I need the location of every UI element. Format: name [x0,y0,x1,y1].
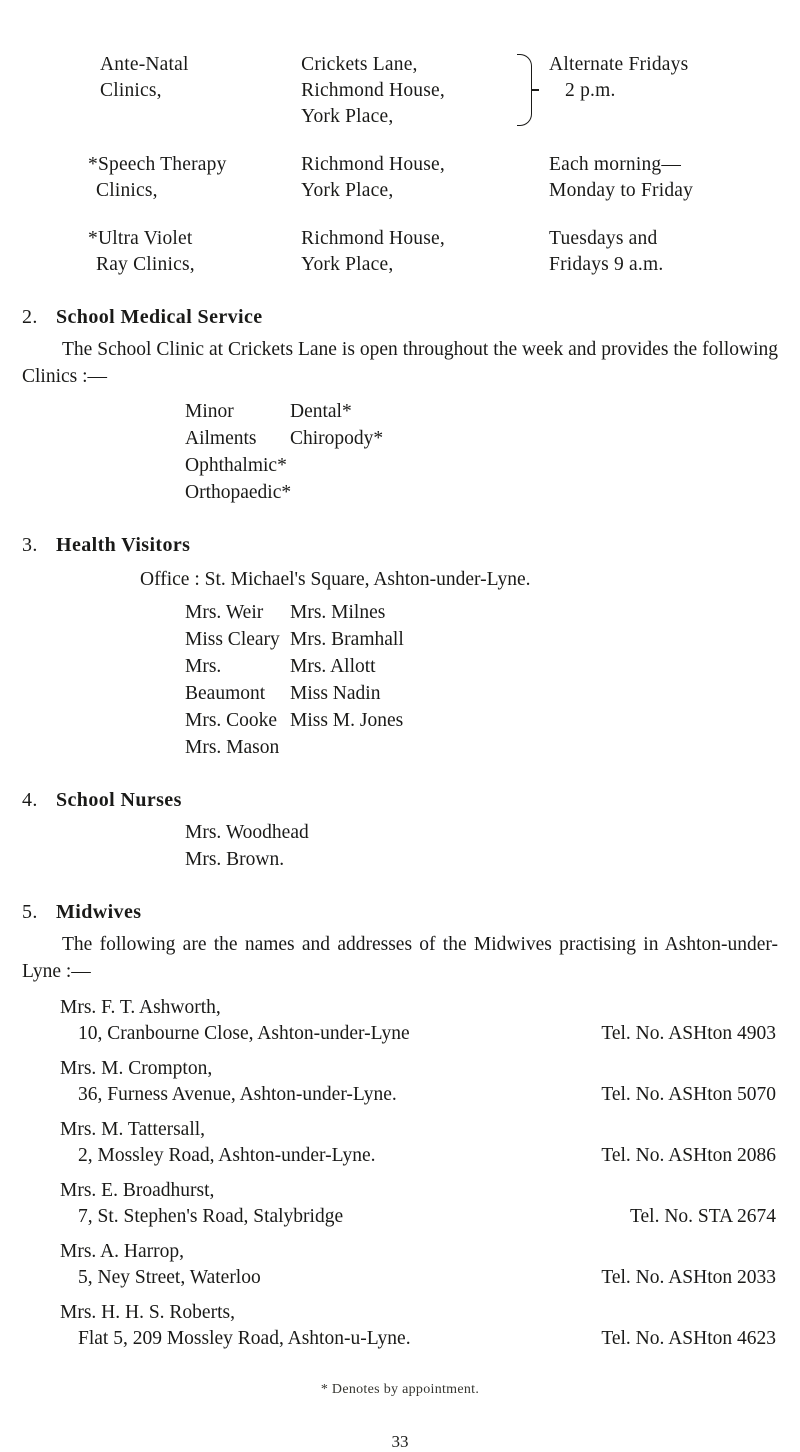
clinic-time-line2: Fridays 9 a.m. [549,254,664,275]
clinic-address-cell [301,52,507,130]
midwife-detail-row [62,1021,782,1047]
list-item: Mrs. Cooke [185,710,278,731]
clinic-time-line2: 2 p.m. [565,80,616,101]
list-item: Ophthalmic* [185,455,287,476]
list-item: Mrs. Weir [185,602,264,623]
midwife-telephone: Tel. No. ASHton 2033 [601,1267,776,1288]
midwife-detail-row [62,1204,782,1230]
clinic-time-line1: Each morning— [549,154,682,175]
clinic-type-column-1 [0,398,290,506]
list-item: Miss Cleary [185,629,280,650]
midwife-address: 5, Ney Street, Waterloo [78,1267,261,1288]
section-title: School Medical Service [56,306,263,328]
list-item [0,1300,800,1352]
clinic-address-line2: York Place, [301,180,394,201]
section-paragraph [0,931,800,985]
clinic-address-cell [301,226,507,278]
list-item [0,1178,800,1230]
midwife-address: 36, Furness Avenue, Ashton-under-Lyne. [78,1084,397,1105]
section-number: 3. [22,534,38,556]
health-visitor-column-1 [0,599,290,761]
list-item: Mrs. Woodhead [185,822,309,843]
clinic-name-line1: *Speech Therapy [88,154,227,175]
midwife-telephone: Tel. No. ASHton 4623 [601,1328,776,1349]
clinic-address-line1: Richmond House, [301,154,445,175]
section-health-visitors [0,532,800,761]
office-address: Office : St. Michael's Square, Ashton-under-Lyne. [140,569,531,590]
midwife-name: Mrs. F. T. Ashworth, [60,997,221,1018]
paragraph-text: The School Clinic at Crickets Lane is open throughout the week and provides the following Clinics :— [22,339,778,387]
paragraph-text: The following are the names and addresses of the Midwives practising in Ashton-under-Lyne :— [22,934,778,982]
midwife-address: 2, Mossley Road, Ashton-under-Lyne. [78,1145,376,1166]
section-heading [0,787,800,813]
midwife-detail-row [62,1143,782,1169]
clinic-name-line2: Clinics, [96,180,158,201]
midwife-address: 7, St. Stephen's Road, Stalybridge [78,1206,344,1227]
clinic-address-line3: York Place, [301,106,394,127]
midwife-telephone: Tel. No. ASHton 2086 [601,1145,776,1166]
list-item [0,1117,800,1169]
list-item [0,995,800,1047]
clinic-schedule-table [0,52,800,278]
clinic-address-line2: Richmond House, [301,80,445,101]
footnote: * Denotes by appointment. [320,1382,480,1397]
midwife-detail-row [62,1082,782,1108]
spacer-row [0,204,800,226]
clinic-time-cell [549,226,800,278]
list-item: Orthopaedic* [185,482,292,503]
clinic-type-columns [0,398,800,506]
midwife-name: Mrs. A. Harrop, [60,1241,185,1262]
clinic-name-cell [0,226,301,278]
clinic-name-line2: Clinics, [100,80,162,101]
list-item: Mrs. Beaumont [185,656,266,704]
clinic-address-cell [301,152,507,204]
clinic-time-line1: Tuesdays and [549,228,658,249]
clinic-name-line2: Ray Clinics, [96,254,195,275]
clinic-name-cell [0,52,301,130]
list-item [0,1056,800,1108]
section-heading [0,304,800,330]
list-item: Chiropody* [290,428,384,449]
section-title: Midwives [56,901,142,923]
list-item: Mrs. Milnes [290,602,386,623]
list-item: Mrs. Allott [290,656,376,677]
brace-cell [507,52,549,130]
midwife-name: Mrs. H. H. S. Roberts, [60,1302,235,1323]
section-heading [0,899,800,925]
clinic-address-line1: Crickets Lane, [301,54,418,75]
midwife-name: Mrs. M. Crompton, [60,1058,213,1079]
health-visitor-name-columns [0,599,800,761]
list-item: Miss M. Jones [290,710,404,731]
clinic-address-line2: York Place, [301,254,394,275]
section-midwives [0,899,800,1352]
clinic-time-line1: Alternate Fridays [549,54,689,75]
clinic-time-cell [549,52,800,130]
midwife-address: 10, Cranbourne Close, Ashton-under-Lyne [78,1023,410,1044]
midwife-detail-row [62,1265,782,1291]
midwife-address: Flat 5, 209 Mossley Road, Ashton-u-Lyne. [78,1328,411,1349]
curly-brace-icon [517,54,532,126]
table-row [0,52,800,130]
page-number: 33 [391,1432,409,1451]
list-item: Mrs. Bramhall [290,629,404,650]
clinic-time-cell [549,152,800,204]
midwife-detail-row [62,1326,782,1352]
midwife-list [0,995,800,1352]
school-nurse-list [0,819,800,873]
section-number: 5. [22,901,38,923]
section-number: 2. [22,306,38,328]
list-item: Mrs. Brown. [185,849,285,870]
brace-cell [507,226,549,278]
brace-cell [507,152,549,204]
section-heading [0,532,800,558]
list-item: Minor Ailments [185,401,257,449]
clinic-name-line1: Ante-Natal [100,54,189,75]
clinic-time-line2: Monday to Friday [549,180,694,201]
midwife-telephone: Tel. No. STA 2674 [629,1206,776,1227]
table-row [0,152,800,204]
section-school-nurses [0,787,800,873]
list-item: Dental* [290,401,352,422]
section-number: 4. [22,789,38,811]
clinic-address-line1: Richmond House, [301,228,445,249]
midwife-telephone: Tel. No. ASHton 4903 [601,1023,776,1044]
document-page [0,52,800,1451]
table-row [0,226,800,278]
section-title: Health Visitors [56,534,191,556]
midwife-name: Mrs. E. Broadhurst, [60,1180,215,1201]
midwife-telephone: Tel. No. ASHton 5070 [601,1084,776,1105]
list-item: Mrs. Mason [185,737,280,758]
clinic-name-cell [0,152,301,204]
list-item: Miss Nadin [290,683,381,704]
section-title: School Nurses [56,789,182,811]
midwife-name: Mrs. M. Tattersall, [60,1119,206,1140]
section-paragraph [0,336,800,390]
health-visitor-column-2 [290,599,590,761]
clinic-name-line1: *Ultra Violet [88,228,193,249]
section-school-medical-service [0,304,800,506]
clinic-type-column-2 [290,398,590,506]
spacer-row [0,130,800,152]
list-item [0,1239,800,1291]
